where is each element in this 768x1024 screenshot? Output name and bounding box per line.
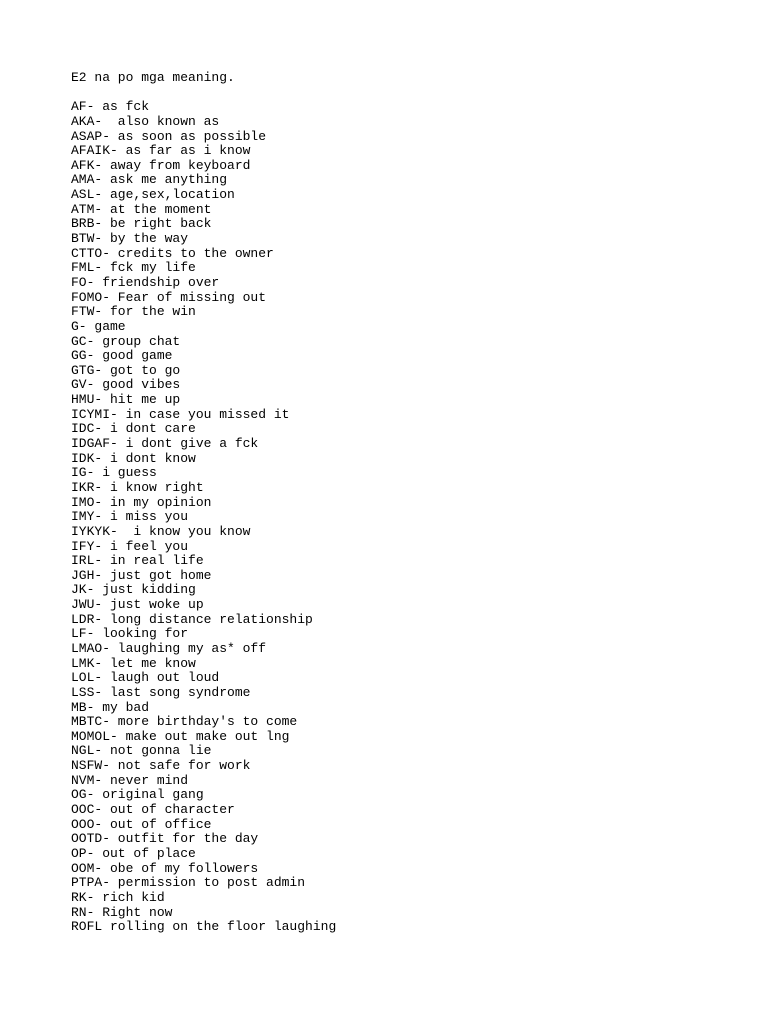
abbreviation-line: IDC- i dont care: [71, 421, 196, 437]
abbreviation-line: IRL- in real life: [71, 553, 204, 569]
abbreviation-line: LSS- last song syndrome: [71, 684, 251, 700]
abbreviation-line: MB- my bad: [71, 699, 150, 715]
abbreviation-line: BRB- be right back: [71, 216, 212, 232]
abbreviation-line: LMK- let me know: [71, 655, 196, 671]
abbreviation-line: IG- i guess: [71, 465, 157, 481]
abbreviation-line: NSFW- not safe for work: [71, 758, 251, 774]
abbreviation-line: PTPA- permission to post admin: [71, 875, 306, 891]
document-page: [71, 71, 751, 935]
abbreviation-line: GC- group chat: [71, 333, 181, 349]
abbreviation-line: LMAO- laughing my as* off: [71, 640, 267, 656]
abbreviation-line: ICYMI- in case you missed it: [71, 406, 290, 422]
abbreviation-line: AKA- also known as: [71, 113, 220, 129]
abbreviation-line: JK- just kidding: [71, 582, 196, 598]
abbreviation-line: MOMOL- make out make out lng: [71, 728, 290, 744]
abbreviation-line: JWU- just woke up: [71, 597, 204, 613]
abbreviation-line: OOC- out of character: [71, 802, 235, 818]
abbreviation-line: AFK- away from keyboard: [71, 157, 251, 173]
abbreviation-line: NGL- not gonna lie: [71, 743, 212, 759]
abbreviation-line: MBTC- more birthday's to come: [71, 714, 298, 730]
document-heading: E2 na po mga meaning.: [71, 70, 235, 85]
abbreviation-line: GV- good vibes: [71, 377, 181, 393]
abbreviation-line: LDR- long distance relationship: [71, 611, 313, 627]
abbreviation-line: BTW- by the way: [71, 231, 189, 247]
abbreviation-line: FOMO- Fear of missing out: [71, 289, 267, 305]
abbreviation-line: IFY- i feel you: [71, 538, 189, 554]
abbreviation-line: FTW- for the win: [71, 304, 196, 320]
abbreviation-line: IMO- in my opinion: [71, 494, 212, 510]
abbreviation-line: IYKYK- i know you know: [71, 523, 251, 539]
abbreviation-line: LOL- laugh out loud: [71, 670, 220, 686]
abbreviation-line: LF- looking for: [71, 626, 189, 642]
abbreviation-line: JGH- just got home: [71, 567, 212, 583]
abbreviation-line: ASAP- as soon as possible: [71, 128, 267, 144]
abbreviation-line: IDK- i dont know: [71, 450, 196, 466]
abbreviation-line: HMU- hit me up: [71, 392, 181, 408]
abbreviation-line: FML- fck my life: [71, 260, 196, 276]
abbreviation-list: [71, 100, 751, 935]
abbreviation-line: OG- original gang: [71, 787, 204, 803]
abbreviation-line: OOO- out of office: [71, 816, 212, 832]
abbreviation-line: GTG- got to go: [71, 362, 181, 378]
abbreviation-line: IKR- i know right: [71, 479, 204, 495]
blank-line: [71, 86, 751, 101]
abbreviation-line: OP- out of place: [71, 845, 196, 861]
abbreviation-line: OOM- obe of my followers: [71, 860, 259, 876]
abbreviation-line: IDGAF- i dont give a fck: [71, 436, 259, 452]
abbreviation-line: FO- friendship over: [71, 274, 220, 290]
abbreviation-line: AFAIK- as far as i know: [71, 143, 251, 159]
abbreviation-line: ATM- at the moment: [71, 201, 212, 217]
abbreviation-line: IMY- i miss you: [71, 509, 189, 525]
abbreviation-line: OOTD- outfit for the day: [71, 831, 259, 847]
abbreviation-line: NVM- never mind: [71, 772, 189, 788]
abbreviation-line: AMA- ask me anything: [71, 172, 228, 188]
abbreviation-line: G- game: [71, 318, 126, 334]
abbreviation-line: GG- good game: [71, 348, 173, 364]
abbreviation-line: CTTO- credits to the owner: [71, 245, 274, 261]
abbreviation-line: AF- as fck: [71, 99, 150, 115]
abbreviation-line: ASL- age,sex,location: [71, 187, 235, 203]
abbreviation-line: RK- rich kid: [71, 889, 165, 905]
abbreviation-line: RN- Right now: [71, 904, 173, 920]
abbreviation-line: ROFL rolling on the floor laughing: [71, 919, 337, 935]
